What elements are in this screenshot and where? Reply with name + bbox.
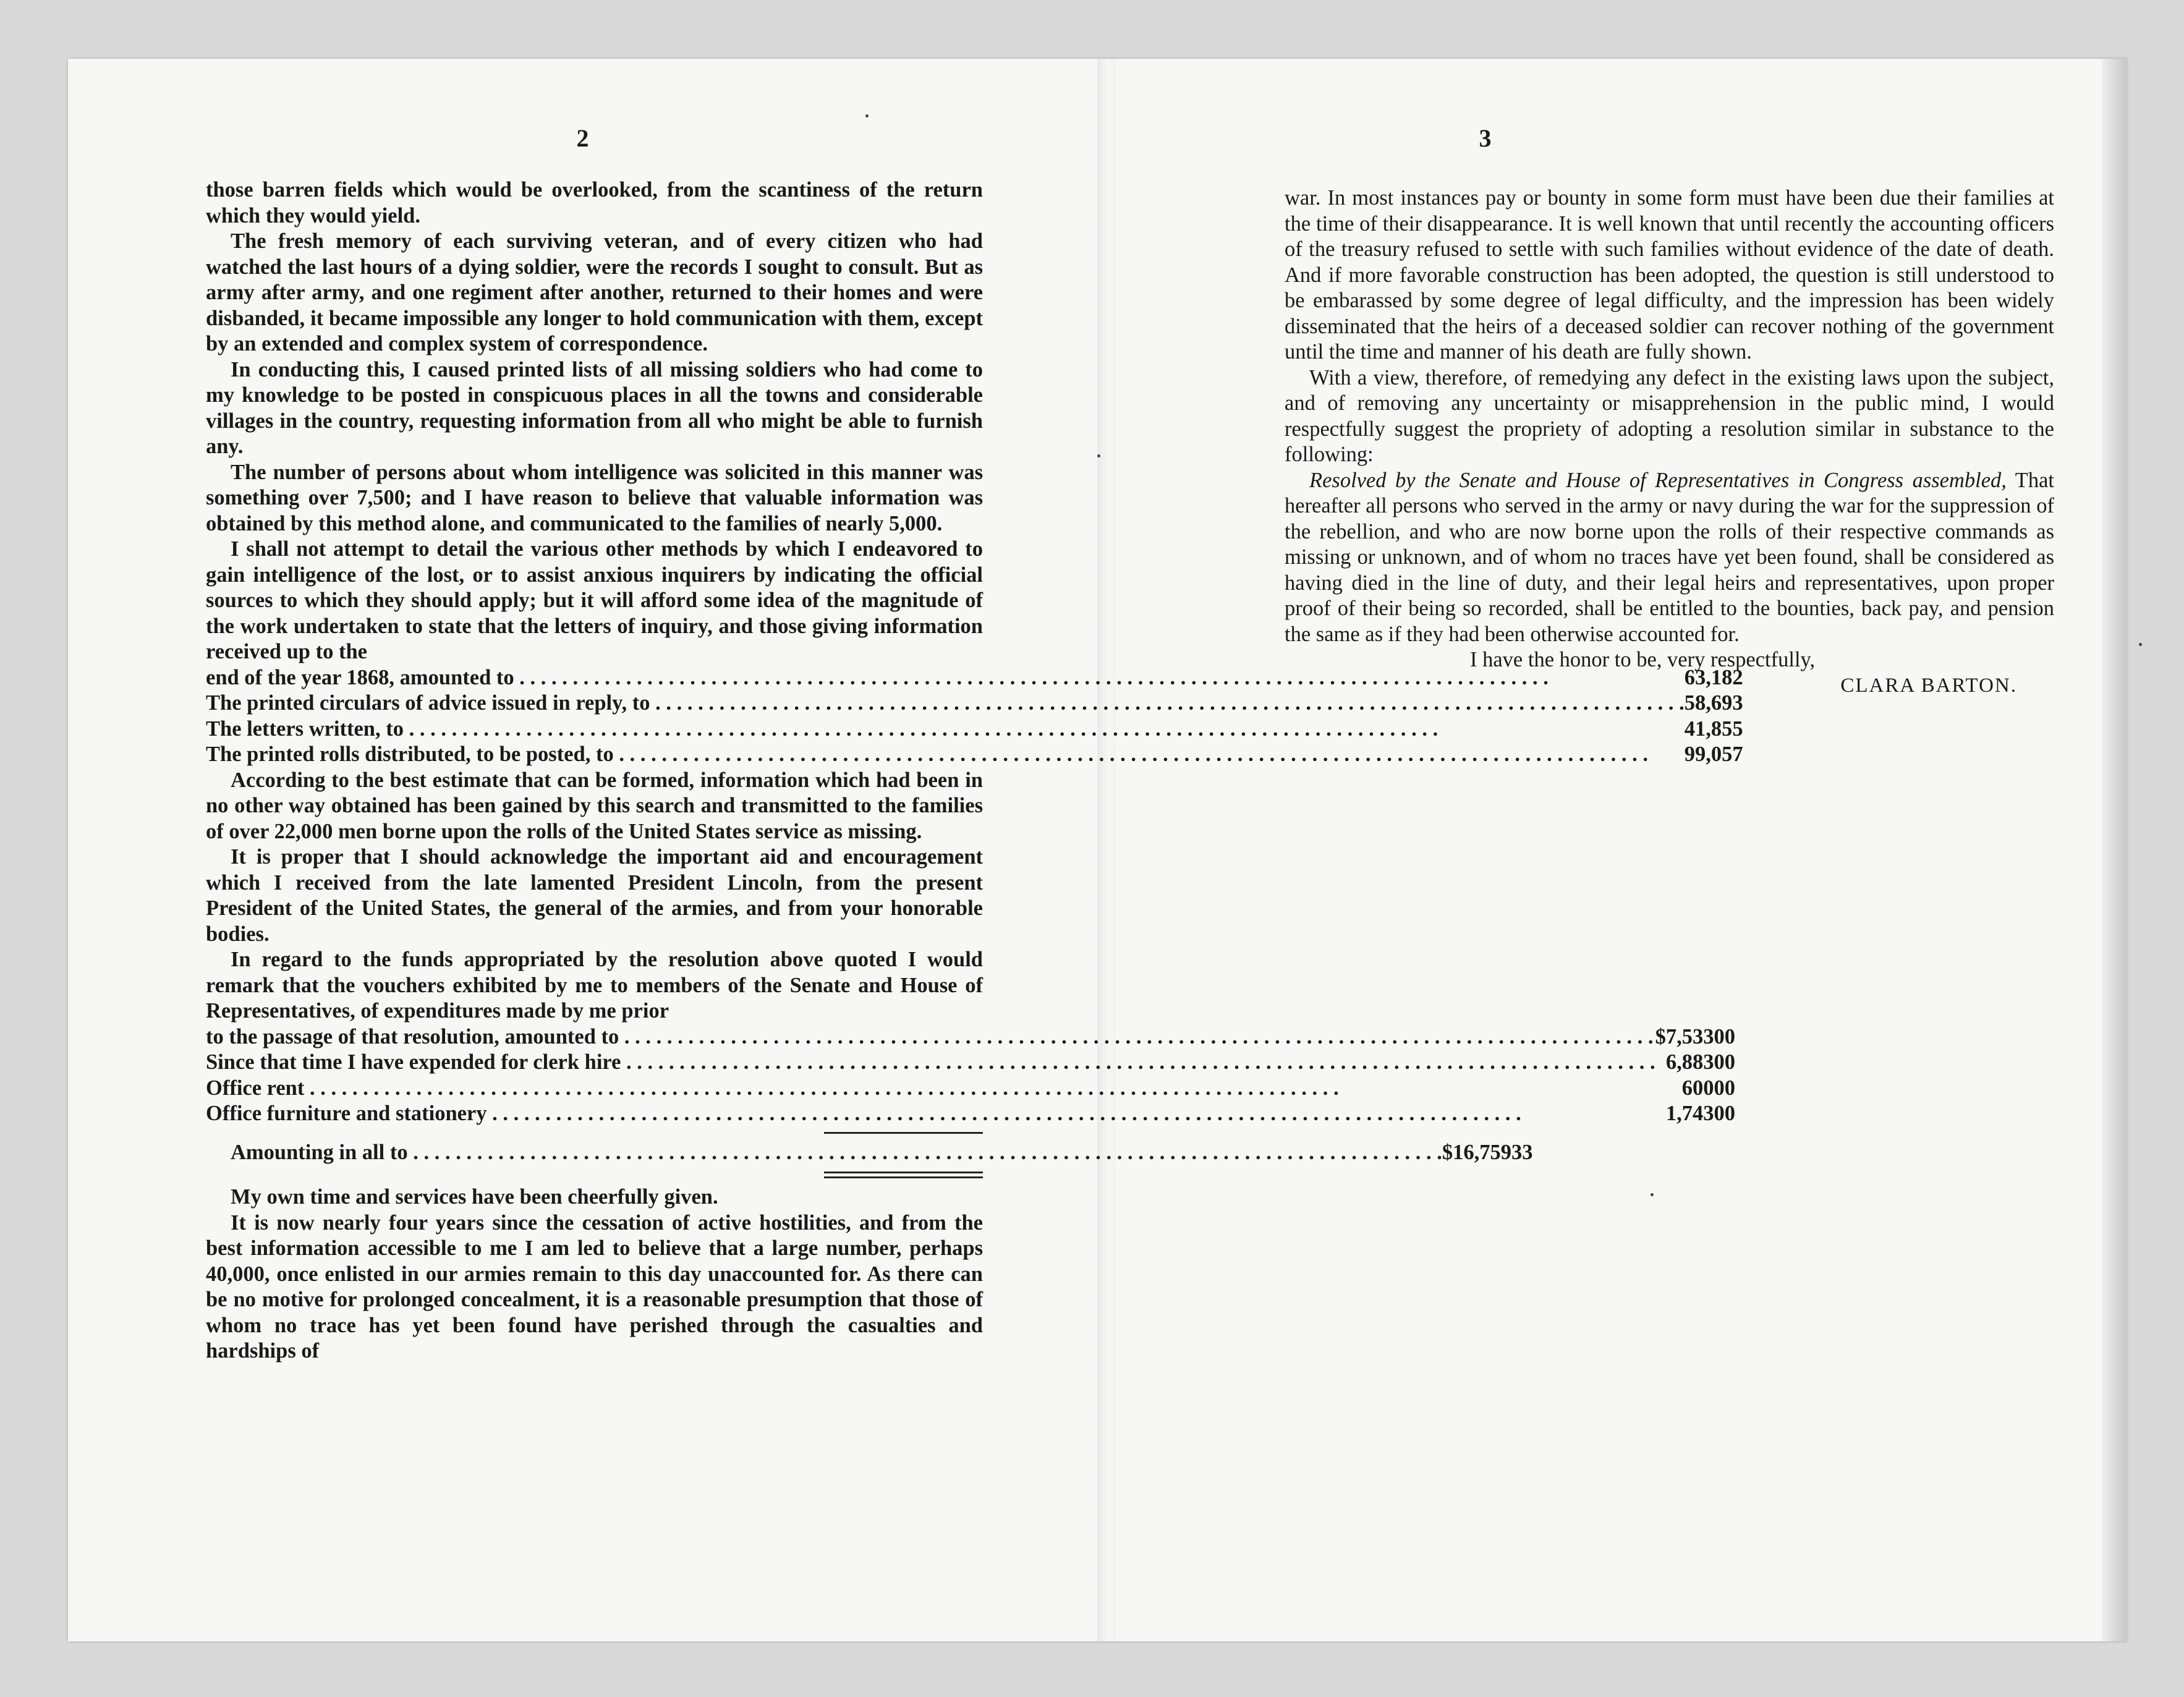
stats-label: end of the year 1868, amounted to bbox=[206, 665, 514, 689]
right-page bbox=[1116, 59, 2127, 1641]
paragraph: The fresh memory of each surviving veteran, and of every citizen who had watched the last hours of a dying soldier, were the records I sought to consult. But as army after army, and one regiment after another, returned to their homes and were disbanded, it became impossible any longer to hold communication with them, except by an extended and complex system of correspondence. bbox=[206, 229, 983, 355]
paragraph: In regard to the funds appropriated by the resolution above quoted I would remark that the vouchers exhibited by me to members of the Senate and House of Representatives, of expenditures made by me prior bbox=[206, 948, 983, 1023]
expense-cents: 00 bbox=[1714, 1102, 1736, 1125]
total-dollars: $16,759 bbox=[1442, 1140, 1511, 1164]
paragraph: I shall not attempt to detail the various other methods by which I endeavored to gain intelligence of the lost, or to assist anxious inquirers by indicating the official sources to which they should apply; but it will afford some idea of the magnitude of the work undertaken to state that the letters of inquiry, and those giving information received up to the bbox=[206, 537, 983, 663]
stats-value: 58,693 bbox=[1684, 691, 1743, 715]
paper-speck bbox=[1097, 454, 1100, 457]
paragraph: The number of persons about whom intelligence was solicited in this manner was something over 7,500; and I have reason to believe that valuable information was obtained by this method alone, and communicated to the families of nearly 5,000. bbox=[206, 460, 983, 535]
paragraph: war. In most instances pay or bounty in some form must have been due their families at the time of their disappearance. It is well known that until recently the accounting officers of the treasury refused to settle with such families without evidence of the date of death. And if more favorable construction has been adopted, the question is still understood to be embarassed by some degree of legal difficulty, and the impression has been widely disseminated that the heirs of a deceased soldier can recover nothing of the government until the time and manner of his death are fully shown. bbox=[1285, 186, 2054, 364]
resolution-clause: Resolved by the Senate and House of Representatives in Congress assembled, bbox=[1309, 468, 2007, 492]
expense-dollars: 600 bbox=[1681, 1076, 1714, 1100]
stats-label: The letters written, to bbox=[206, 717, 404, 741]
stats-label: The printed circulars of advice issued in reply, to bbox=[206, 691, 650, 715]
paragraph: those barren fields which would be overlooked, from the scantiness of the return which they would yield. bbox=[206, 178, 983, 228]
paragraph: It is proper that I should acknowledge the important aid and encouragement which I received from the late lamented President Lincoln, from the present President of the United States, the general of the armies, and from your honorable bodies. bbox=[206, 845, 983, 946]
expense-label: to the passage of that resolution, amounted to bbox=[206, 1024, 619, 1048]
stats-value: 63,182 bbox=[1684, 665, 1743, 689]
expense-cents: 00 bbox=[1714, 1076, 1736, 1100]
expense-dollars: 1,743 bbox=[1665, 1102, 1714, 1125]
stats-value: 99,057 bbox=[1684, 742, 1743, 766]
signature: CLARA BARTON. bbox=[1840, 674, 2017, 697]
expense-cents: 00 bbox=[1714, 1024, 1736, 1048]
expense-dollars: 6,883 bbox=[1665, 1050, 1714, 1074]
page-number-right: 3 bbox=[1479, 124, 1492, 152]
total-label: Amounting in all to bbox=[231, 1140, 408, 1164]
expense-dollars: $7,533 bbox=[1655, 1024, 1714, 1048]
paragraph: With a view, therefore, of remedying any defect in the existing laws upon the subject, and of removing any uncertainty or misapprehension in the public mind, I would respectfully suggest the propriety of adopting a resolution similar in substance to the following: bbox=[1285, 365, 2054, 466]
paragraph: According to the best estimate that can be formed, information which had been in no other way obtained has been gained by this search and transmitted to the families of over 22,000 men borne upon the rolls of the United States service as missing. bbox=[206, 768, 983, 843]
stats-label: The printed rolls distributed, to be posted, to bbox=[206, 742, 614, 766]
total-cents: 33 bbox=[1511, 1140, 1533, 1164]
document-spread bbox=[68, 59, 2127, 1641]
expense-label: Office furniture and stationery bbox=[206, 1102, 487, 1125]
stats-value: 41,855 bbox=[1684, 717, 1743, 741]
expense-label: Office rent bbox=[206, 1076, 305, 1100]
resolution-text: That hereafter all persons who served in the army or navy during the war for the suppression of the rebellion, and who are now borne upon the rolls of their respective commands as missing or unknown, and of whom no traces have yet been found, shall be considered as having died in the line of duty, and their legal heirs and representatives, upon proper proof of their being so recorded, shall be entitled to the bounties, back pay, and pension the same as if they had been otherwise accounted for. bbox=[1285, 468, 2054, 646]
expense-cents: 00 bbox=[1714, 1050, 1736, 1074]
resolution-paragraph bbox=[1285, 468, 2054, 648]
paragraph: It is now nearly four years since the cessation of active hostilities, and from the best information accessible to me I am led to believe that a large number, perhaps 40,000, once enlisted in our armies remain to this day unaccounted for. As there can be no motive for prolonged concealment, it is a reasonable presumption that those of whom no trace has yet been found have perished through the casualties and hardships of bbox=[206, 1210, 983, 1363]
paragraph: In conducting this, I caused printed lists of all missing soldiers who had come to my knowledge to be posted in conspicuous places in all the towns and considerable villages in the country, requesting information from all who might be able to furnish any. bbox=[206, 357, 983, 458]
page-number-left: 2 bbox=[576, 124, 589, 152]
paragraph: My own time and services have been cheerfully given. bbox=[231, 1185, 718, 1209]
sum-rule bbox=[824, 1132, 983, 1134]
right-page-body bbox=[1285, 185, 2054, 699]
paper-speck bbox=[2139, 643, 2142, 646]
paper-speck bbox=[865, 114, 869, 117]
page-gutter bbox=[1097, 59, 1116, 1641]
expense-label: Since that time I have expended for clerk hire bbox=[206, 1050, 621, 1074]
total-double-rule bbox=[824, 1172, 983, 1178]
paper-speck bbox=[1651, 1193, 1654, 1196]
closing-line: I have the honor to be, very respectfully, bbox=[1470, 648, 1816, 671]
